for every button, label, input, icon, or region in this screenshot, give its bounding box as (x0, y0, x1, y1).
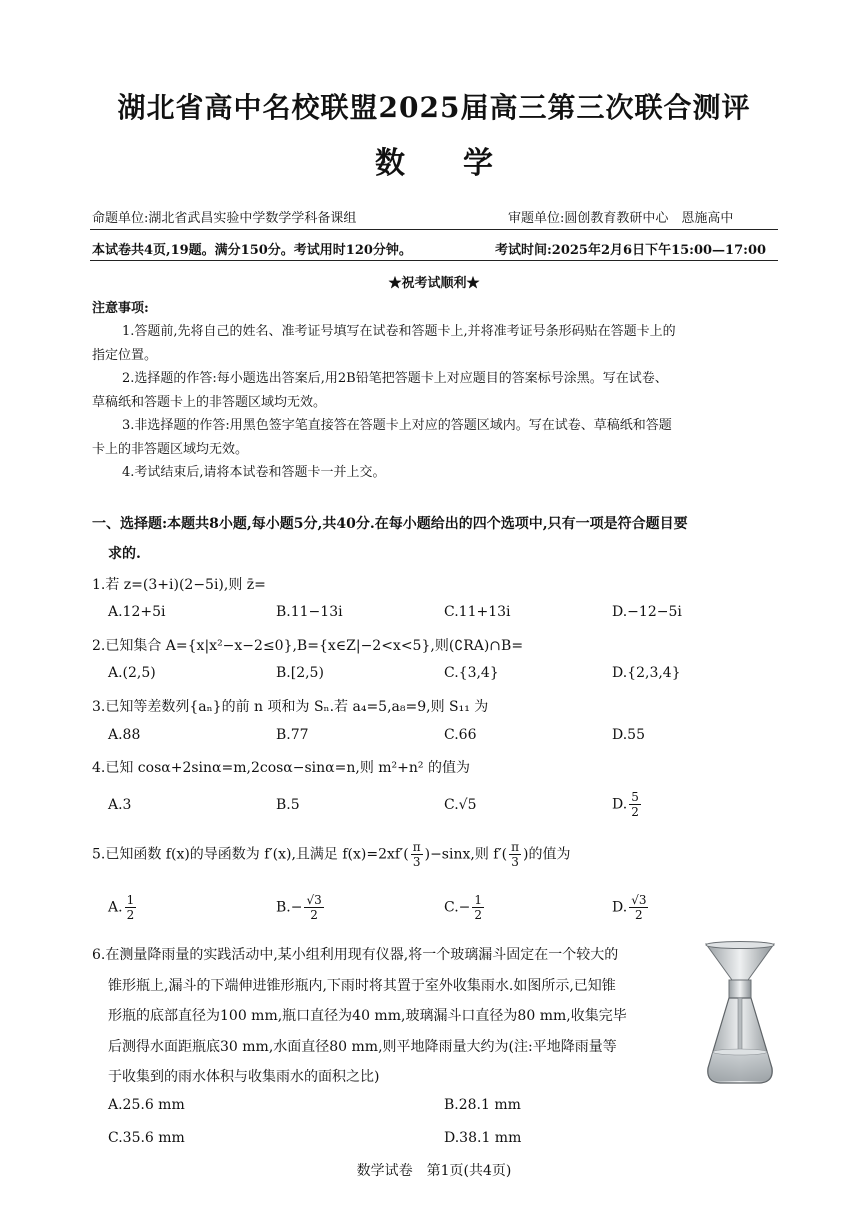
divider-bottom (90, 260, 778, 261)
fraction-numerator: √3 (306, 893, 322, 907)
q4-option-a: A.3 (108, 797, 132, 813)
q3-option-b: B.77 (276, 727, 309, 743)
q4-option-c: C.√5 (444, 797, 477, 813)
q5-option-d-fraction (629, 893, 648, 922)
q5-option-b-label: B.− (276, 899, 303, 916)
q4-option-d-label: D. (612, 796, 628, 813)
fraction-denominator: 2 (126, 908, 135, 922)
q5-option-c-fraction (472, 893, 484, 922)
q5-option-b (276, 893, 326, 922)
q6-line: 锥形瓶上,漏斗的下端伸进锥形瓶内,下雨时将其置于室外收集雨水.如图所示,已知锥 (108, 977, 616, 994)
subject-title: 数学 (375, 146, 551, 181)
question-4-stem: 4.已知 cosα+2sinα=m,2cosα−sinα=n,则 m²+n² 的值为 (92, 760, 470, 776)
fraction-numerator: π (412, 840, 421, 854)
note-item: 1.答题前,先将自己的姓名、准考证号填写在试卷和答题卡上,并将准考证号条形码贴在答题卡上的 (122, 324, 676, 339)
funnel-flask-figure (700, 940, 780, 1088)
note-item: 草稿纸和答题卡上的非答题区域均无效。 (92, 394, 327, 410)
section-heading-cont: 求的. (108, 546, 141, 562)
q5-option-d-label: D. (612, 899, 628, 916)
fraction-denominator: 2 (474, 908, 483, 922)
fraction-denominator: 2 (635, 908, 643, 922)
fraction-denominator: 2 (631, 805, 639, 819)
q5-stem-tail-2: )的值为 (522, 846, 571, 863)
q2-option-d: D.{2,3,4} (612, 665, 681, 681)
q6-option-d: D.38.1 mm (444, 1130, 522, 1146)
fraction-denominator: 3 (511, 855, 519, 869)
question-6-stem (92, 940, 692, 1093)
q3-option-a: A.88 (108, 727, 141, 743)
fraction-numerator: 1 (126, 893, 135, 907)
q4-option-d (612, 790, 643, 819)
note-item: 4.考试结束后,请将本试卷和答题卡一并上交。 (122, 465, 386, 480)
q5-option-a (108, 893, 138, 922)
divider-top (90, 229, 778, 230)
q1-option-a: A.12+5i (108, 604, 166, 620)
question-2-stem: 2.已知集合 A={x|x²−x−2≤0},B={x∈Z|−2<x<5},则(∁RA)∩B= (92, 638, 524, 654)
q6-option-b: B.28.1 mm (444, 1097, 521, 1113)
q1-option-d: D.−12−5i (612, 604, 682, 620)
q5-stem-fraction (411, 840, 423, 869)
q5-stem-text: 5.已知函数 f(x)的导函数为 f′(x),且满足 f(x)=2xf′ (92, 846, 404, 863)
q5-stem-fraction-2 (509, 840, 521, 869)
setter-text: 命题单位:湖北省武昌实验中学数学学科备课组 (92, 211, 357, 226)
q1-option-b: B.11−13i (276, 604, 343, 620)
note-item: 3.非选择题的作答:用黑色签字笔直接答在答题卡上对应的答题区域内。写在试卷、草稿纸和答题 (122, 418, 672, 433)
exam-title: 湖北省高中名校联盟2025届高三第三次联合测评 (117, 91, 751, 124)
q5-option-a-fraction (125, 893, 137, 922)
q5-stem-tail: −sinx,则 f′( (430, 846, 508, 863)
note-item: 卡上的非答题区域均无效。 (92, 441, 249, 457)
q5-option-a-label: A. (108, 899, 123, 916)
q3-option-c: C.66 (444, 727, 477, 743)
q6-line: 后测得水面距瓶底30 mm,水面直径80 mm,则平地降雨量大约为(注:平地降雨量等 (108, 1038, 617, 1055)
q5-option-d (612, 893, 650, 922)
q5-option-b-fraction (304, 893, 323, 922)
q1-option-c: C.11+13i (444, 604, 511, 620)
fraction-denominator: 2 (310, 908, 318, 922)
note-item: 指定位置。 (92, 347, 158, 363)
note-item: 2.选择题的作答:每小题选出答案后,用2B铅笔把答题卡上对应题目的答案标号涂黑。写在试卷、 (122, 371, 668, 386)
question-1-stem: 1.若 z=(3+i)(2−5i),则 z̄= (92, 577, 266, 593)
fraction-numerator: 1 (474, 893, 483, 907)
question-3-stem: 3.已知等差数列{aₙ}的前 n 项和为 Sₙ.若 a₄=5,a₈=9,则 S₁₁ 为 (92, 699, 489, 715)
q4-option-d-fraction (629, 790, 641, 819)
q5-option-c-label: C.− (444, 899, 471, 916)
q2-option-c: C.{3,4} (444, 665, 499, 681)
fraction-numerator: π (511, 840, 519, 854)
wish-line: ★祝考试顺利★ (388, 276, 480, 291)
notes-heading: 注意事项: (92, 301, 149, 316)
exam-time: 考试时间:2025年2月6日下午15:00—17:00 (495, 243, 767, 258)
section-heading: 一、选择题:本题共8小题,每小题5分,共40分.在每小题给出的四个选项中,只有一项是符合题目要 (92, 516, 688, 532)
q5-option-c (444, 893, 486, 922)
q6-option-c: C.35.6 mm (108, 1130, 185, 1146)
q3-option-d: D.55 (612, 727, 645, 743)
q4-option-b: B.5 (276, 797, 300, 813)
q6-line: 6.在测量降雨量的实践活动中,某小组利用现有仪器,将一个玻璃漏斗固定在一个较大的 (92, 947, 619, 963)
reviewer-text: 审题单位:圆创教育教研中心 恩施高中 (508, 211, 734, 226)
fraction-denominator: 3 (412, 855, 421, 869)
q6-option-a: A.25.6 mm (108, 1097, 185, 1113)
q6-line: 形瓶的底部直径为100 mm,瓶口直径为40 mm,玻璃漏斗口直径为80 mm,收集完毕 (108, 1008, 627, 1024)
fraction-numerator: 5 (631, 790, 639, 804)
q2-option-b: B.[2,5) (276, 665, 324, 681)
notes-list (92, 320, 782, 485)
q2-option-a: A.(2,5) (108, 665, 156, 681)
page-footer: 数学试卷 第1页(共4页) (356, 1163, 512, 1179)
fraction-numerator: √3 (631, 893, 647, 907)
question-5-stem: 5.已知函数 f(x)的导函数为 f′(x),且满足 f(x)=2xf′( $\frac{\pi}{3}$ )−sinx,则 f′( $\frac{\pi}{3}$ )的值为 (92, 840, 571, 869)
exam-info: 本试卷共4页,19题。满分150分。考试用时120分钟。 (92, 243, 412, 258)
q6-line: 于收集到的雨水体积与收集雨水的面积之比) (108, 1069, 380, 1085)
